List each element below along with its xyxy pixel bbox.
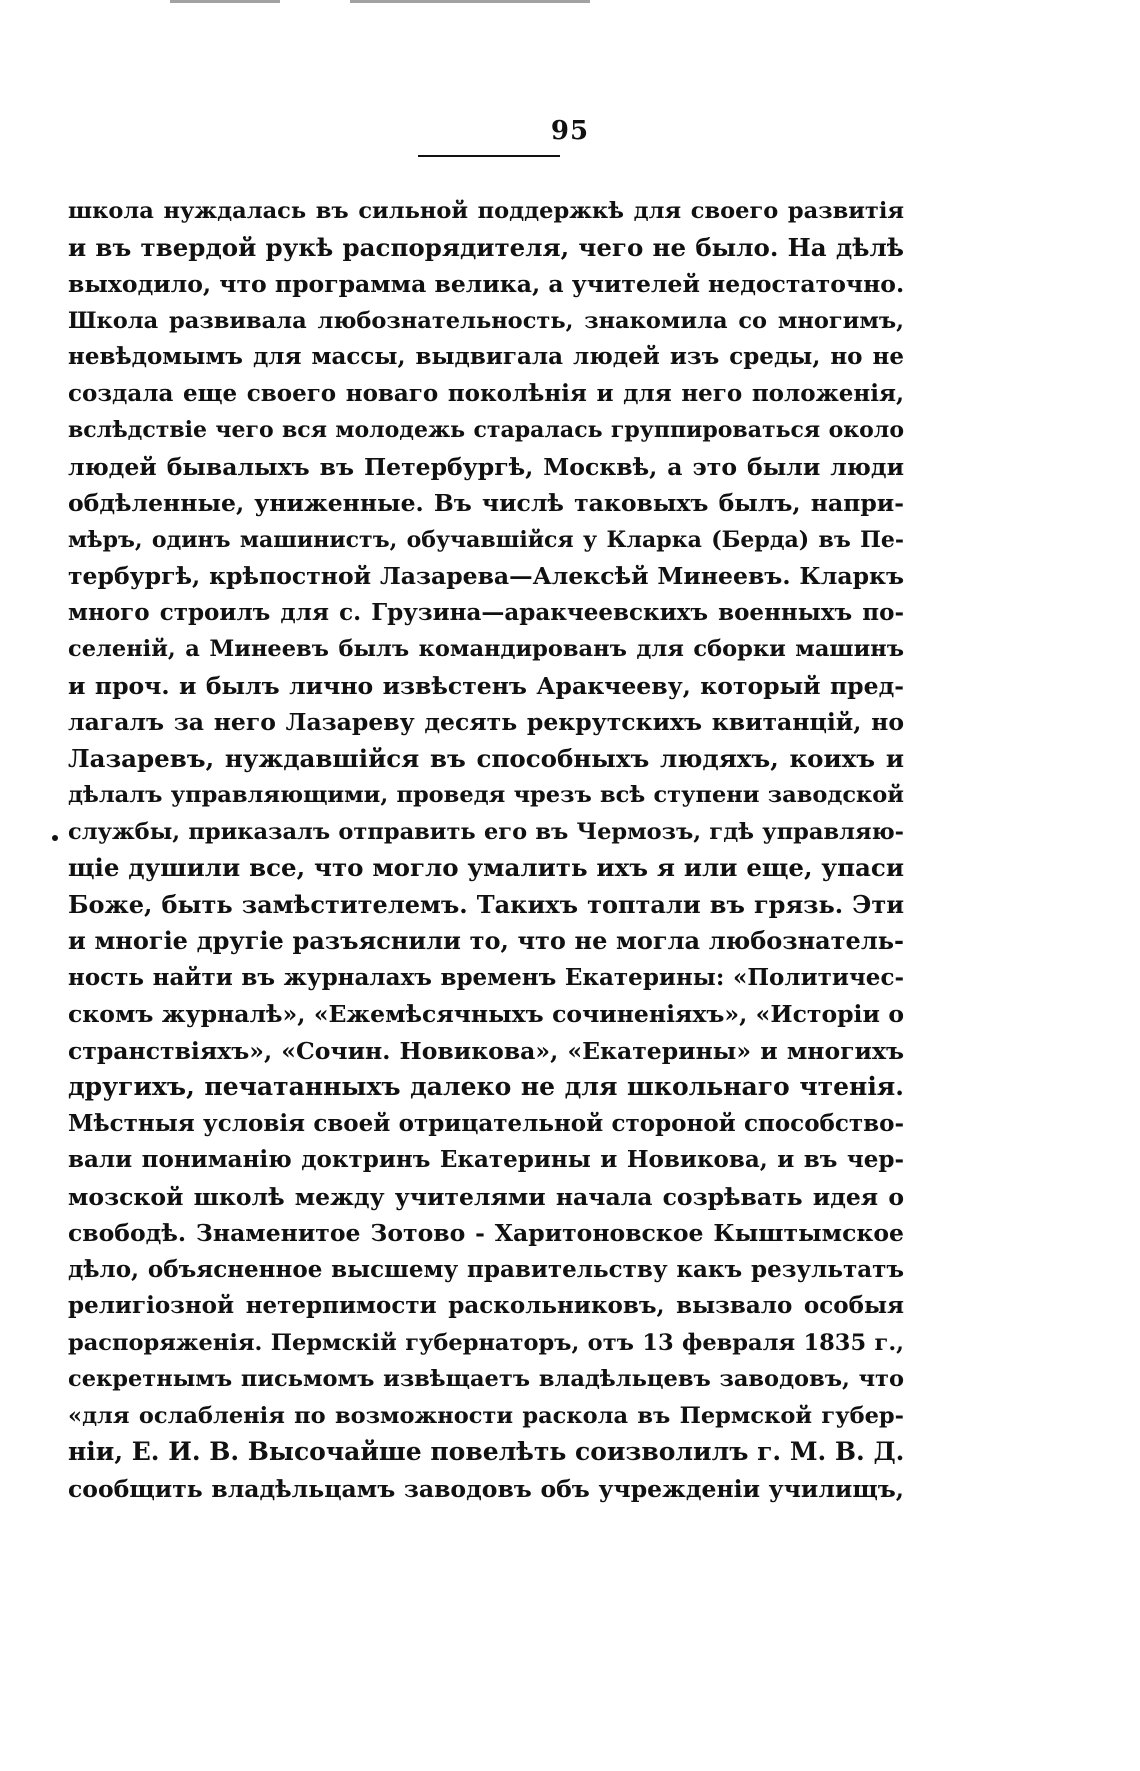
text-line: свободѣ. Знаменитое Зотово - Харитоновское Кыштымское (68, 1219, 904, 1247)
page-number: 95 (550, 116, 590, 146)
text-line: людей бывалыхъ въ Петербургѣ, Москвѣ, а это были люди (68, 452, 904, 481)
text-line: распоряженія. Пермскій губернаторъ, отъ 13 февраля 1835 г., (68, 1329, 904, 1356)
text-line: ность найти въ журналахъ временъ Екатерины: «Политичес- (68, 963, 904, 991)
body-text (68, 193, 904, 1507)
text-line: «для ослабленія по возможности раскола въ Пермской губер- (68, 1402, 904, 1429)
page-number-underline (418, 155, 560, 157)
text-line: лагалъ за него Лазареву десять рекрутскихъ квитанцій, но (68, 708, 904, 736)
text-line: вслѣдствіе чего вся молодежь старалась группироваться около (68, 417, 904, 443)
text-line: Мѣстныя условія своей отрицательной стороной способство- (68, 1109, 904, 1137)
text-line: Школа развивала любознательность, знакомила со многимъ, (68, 307, 904, 334)
text-line: и проч. и былъ лично извѣстенъ Аракчееву, который пред- (68, 671, 904, 700)
text-line: селеній, а Минеевъ былъ командированъ для сборки машинъ (68, 636, 904, 662)
text-line: дѣло, объясненное высшему правительству какъ результатъ (68, 1255, 904, 1283)
text-line: ніи, Е. И. В. Высочайше повелѣть соизволилъ г. М. В. Д. (68, 1437, 904, 1466)
text-line: службы, приказалъ отправить его въ Чермозъ, гдѣ управляю- (68, 818, 904, 845)
text-line: скомъ журналѣ», «Ежемѣсячныхъ сочиненіяхъ», «Исторіи о (68, 1000, 904, 1028)
margin-mark (52, 835, 58, 841)
text-line: секретнымъ письмомъ извѣщаетъ владѣльцевъ заводовъ, что (68, 1366, 904, 1392)
text-line: и въ твердой рукѣ распорядителя, чего не было. На дѣлѣ (68, 232, 904, 262)
text-line: школа нуждалась въ сильной поддержкѣ для своего развитія (68, 198, 904, 224)
text-line: обдѣленные, униженные. Въ числѣ таковыхъ былъ, напри- (68, 489, 904, 517)
text-line: Боже, быть замѣстителемъ. Такихъ топтали въ грязь. Эти (68, 889, 904, 919)
text-line: невѣдомымъ для массы, выдвигала людей изъ среды, но не (68, 343, 904, 370)
text-line: вали пониманію доктринъ Екатерины и Новикова, и въ чер- (68, 1146, 904, 1173)
text-line: Лазаревъ, нуждавшійся въ способныхъ людяхъ, коихъ и (68, 743, 904, 773)
text-line: мозской школѣ между учителями начала созрѣвать идея о (68, 1182, 904, 1211)
text-line: странствіяхъ», «Сочин. Новикова», «Екатерины» и многихъ (68, 1036, 904, 1065)
text-line: тербургѣ, крѣпостной Лазарева—Алексѣй Минеевъ. Кларкъ (68, 562, 904, 590)
text-line: щіе душили все, что могло умалить ихъ я или еще, упаси (68, 853, 904, 882)
text-line: дѣлалъ управляющими, проведя чрезъ всѣ ступени заводской (68, 782, 904, 808)
text-line: другихъ, печатанныхъ далеко не для школьнаго чтенія. (68, 1072, 904, 1101)
text-line: много строилъ для с. Грузина—аракчеевскихъ военныхъ по- (68, 598, 904, 626)
text-line: создала еще своего новаго поколѣнія и для него положенія, (68, 379, 904, 407)
text-line: сообщить владѣльцамъ заводовъ объ учрежденіи училищъ, (68, 1474, 904, 1503)
text-line: религіозной нетерпимости раскольниковъ, вызвало особыя (68, 1292, 904, 1319)
text-line: мѣръ, одинъ машинистъ, обучавшійся у Кларка (Берда) въ Пе- (68, 526, 904, 553)
text-line: выходило, что программа велика, а учителей недостаточно. (68, 270, 904, 298)
top-edge-artifact (150, 0, 750, 6)
text-line: и многіе другіе разъяснили то, что не могла любознатель- (68, 926, 904, 955)
